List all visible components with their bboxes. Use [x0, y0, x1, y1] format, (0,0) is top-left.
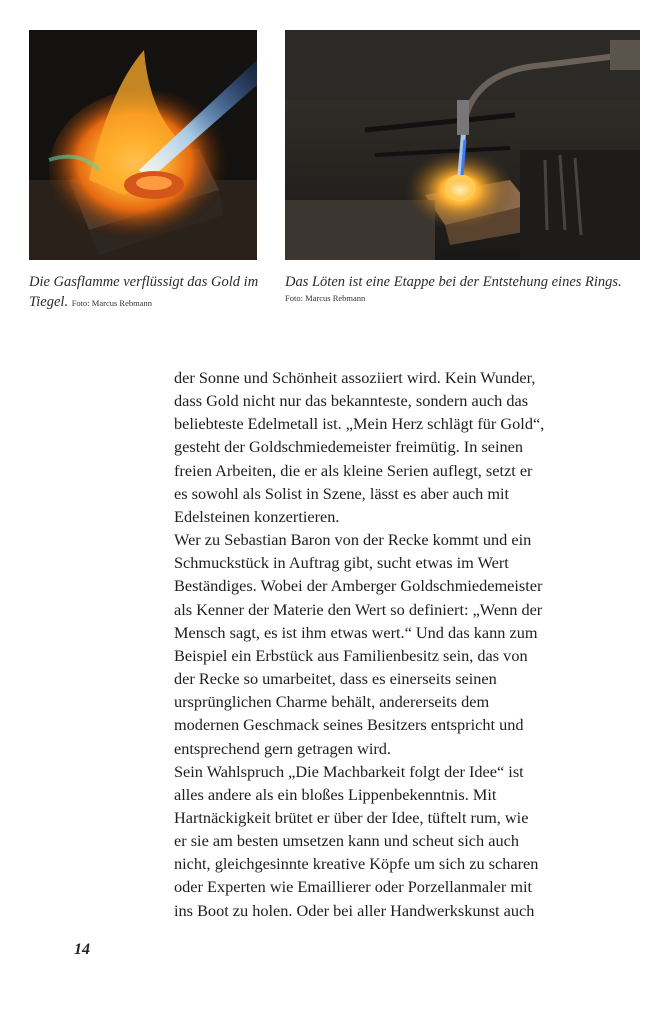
- body-line: modernen Geschmack seines Besitzers entspricht und: [174, 715, 524, 735]
- body-line: entsprechend gern getragen wird.: [174, 738, 391, 758]
- body-line: gesteht der Goldschmiedemeister freimütig. In seinen: [174, 437, 524, 457]
- body-line: Beständiges. Wobei der Amberger Goldschmiedemeister: [174, 576, 543, 596]
- body-line: oder Experten wie Emaillierer oder Porzellanmaler mit: [174, 877, 533, 897]
- article-body-text: [174, 366, 574, 922]
- body-line: ursprünglichen Charme behält, andererseits dem: [174, 692, 490, 712]
- body-line: ins Boot zu holen. Oder bei aller Handwerkskunst auch: [174, 900, 535, 920]
- photo-soldering-ring: [285, 30, 640, 260]
- caption-right: [285, 272, 655, 304]
- body-line: er sie am besten umsetzen kann und scheut sich auch: [174, 831, 519, 851]
- body-line: Hartnäckigkeit brütet er über der Idee, tüftelt rum, wie: [174, 807, 529, 827]
- body-line: Sein Wahlspruch „Die Machbarkeit folgt der Idee“ ist: [174, 761, 524, 781]
- photo-credit-right: Foto: Marcus Rebmann: [285, 293, 366, 303]
- body-line: beliebteste Edelmetall ist. „Mein Herz schlägt für Gold“,: [174, 414, 545, 434]
- body-line: Edelsteinen konzertieren.: [174, 506, 340, 526]
- body-line: dass Gold nicht nur das bekannteste, sondern auch das: [174, 391, 529, 411]
- body-line: Schmuckstück in Auftrag gibt, sucht etwas im Wert: [174, 553, 509, 573]
- body-line: der Recke so umarbeitet, dass es einerseits seinen: [174, 669, 497, 689]
- body-line: nicht, gleichgesinnte kreative Köpfe um sich zu scharen: [174, 854, 539, 874]
- body-line: als Kenner der Materie den Wert so definiert: „Wenn der: [174, 599, 543, 619]
- body-line: Wer zu Sebastian Baron von der Recke kommt und ein: [174, 530, 532, 550]
- body-line: Mensch sagt, es ist ihm etwas wert.“ Und das kann zum: [174, 622, 538, 642]
- body-line: Beispiel ein Erbstück aus Familienbesitz sein, das von: [174, 645, 528, 665]
- page-number: 14: [74, 941, 90, 958]
- body-line: alles andere als ein bloßes Lippenbekenntnis. Mit: [174, 784, 497, 804]
- caption-left-text: Die Gasflamme verflüssigt das Gold im Tiegel.: [29, 274, 259, 310]
- caption-left: [29, 272, 269, 313]
- body-line: es sowohl als Solist in Szene, lässt es aber auch mit: [174, 483, 510, 503]
- caption-right-text: Das Löten ist eine Etappe bei der Entstehung eines Rings.: [285, 274, 622, 290]
- photo-gas-flame-crucible: [29, 30, 257, 260]
- body-line: freien Arbeiten, die er als kleine Serien auflegt, setzt er: [174, 460, 533, 480]
- photo-credit-left: Foto: Marcus Rebmann: [71, 298, 152, 308]
- body-line: der Sonne und Schönheit assoziiert wird. Kein Wunder,: [174, 368, 536, 387]
